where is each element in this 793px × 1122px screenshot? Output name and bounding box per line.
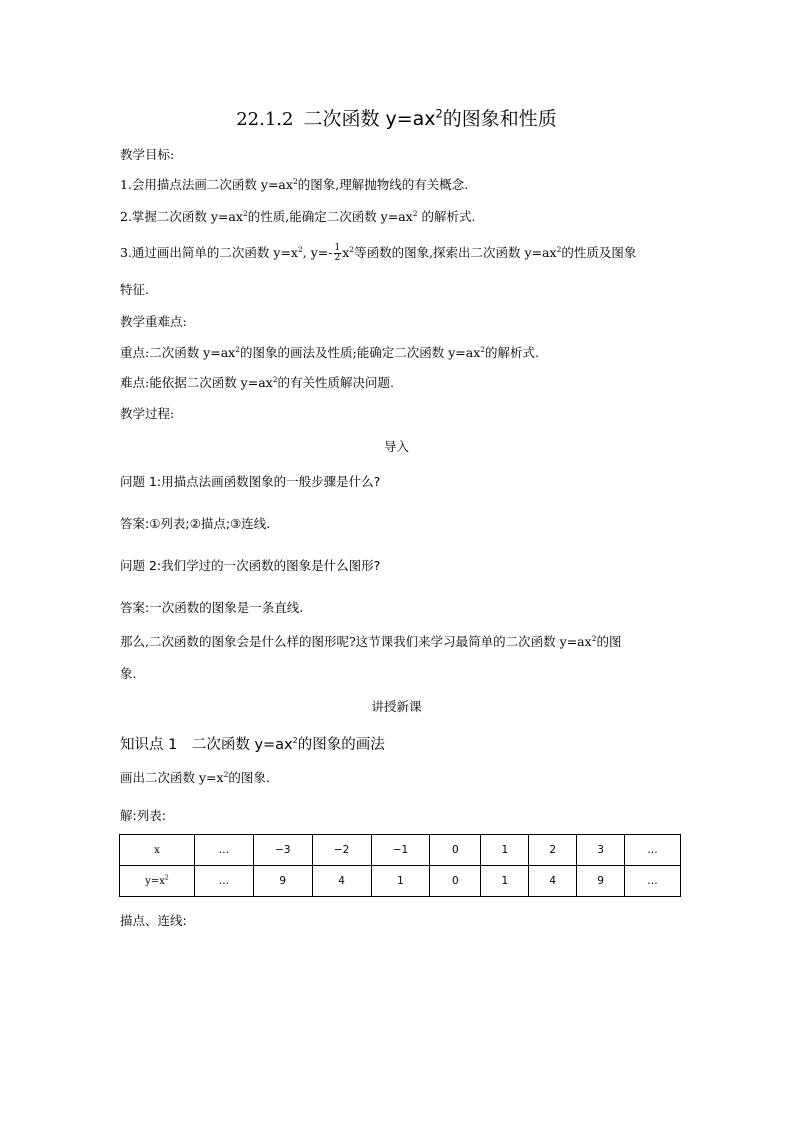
table-cell: 1 xyxy=(481,866,529,897)
goal-3-continued: 特征. xyxy=(120,282,149,297)
draw-task-text-end: 的图象. xyxy=(228,770,270,785)
fraction-one-half xyxy=(334,244,342,263)
table-header-x: x xyxy=(120,835,195,866)
table-header-y-sup: 2 xyxy=(164,874,169,882)
goal-3-text-d: 等函数的图象,探索出二次函数 y=ax xyxy=(354,245,557,260)
knowledge-point-1 xyxy=(120,733,385,754)
transition-continued: 象. xyxy=(120,666,137,681)
draw-task xyxy=(120,770,270,785)
table-header-y xyxy=(120,866,195,897)
transition-text-end: 的图 xyxy=(596,634,622,649)
process-label: 教学过程: xyxy=(120,406,175,421)
table-cell: … xyxy=(625,835,681,866)
table-label: 解:列表: xyxy=(120,808,166,823)
table-row-x xyxy=(120,835,681,866)
title-text-end: 的图象和性质 xyxy=(442,108,557,130)
goal-2-text-mid: 的性质,能确定二次函数 y=ax xyxy=(247,209,413,224)
table-cell: 4 xyxy=(529,866,577,897)
knowledge-point-1-text: 知识点 1 二次函数 y=ax xyxy=(120,737,293,753)
difficult-point-text: 难点:能依据二次函数 y=ax xyxy=(120,375,273,390)
plot-label: 描点、连线: xyxy=(120,913,187,928)
key-point-sup-2: 2 xyxy=(480,344,486,354)
goal-3-sup-2: 2 xyxy=(349,244,355,254)
difficult-point xyxy=(120,375,394,390)
goal-2 xyxy=(120,209,475,224)
knowledge-point-1-text-end: 的图象的画法 xyxy=(297,737,385,753)
table-cell: −2 xyxy=(312,835,371,866)
table-cell: … xyxy=(194,866,253,897)
table-header-y-text: y=x xyxy=(145,875,165,887)
goal-3-text-b: , y=- xyxy=(302,245,333,260)
intro-heading: 导入 xyxy=(383,439,409,454)
goal-2-sup: 2 xyxy=(242,208,248,218)
table-cell: 4 xyxy=(312,866,371,897)
fraction-numerator: 1 xyxy=(334,243,341,253)
table-cell: 9 xyxy=(253,866,312,897)
answer-1: 答案:①列表;②描点;③连线. xyxy=(120,516,271,531)
page-title xyxy=(0,104,793,131)
table-cell: … xyxy=(625,866,681,897)
new-lesson-heading: 讲授新课 xyxy=(371,699,422,714)
section-number: 22.1.2 xyxy=(236,109,294,130)
table-cell: −3 xyxy=(253,835,312,866)
goal-1-sup: 2 xyxy=(292,176,298,186)
transition-sup: 2 xyxy=(591,633,597,643)
goal-3-text: 3.通过画出简单的二次函数 y=x xyxy=(120,245,298,260)
difficult-point-text-end: 的有关性质解决问题. xyxy=(277,375,394,390)
focus-label: 教学重难点: xyxy=(120,314,187,329)
key-point-text-mid: 的图象的画法及性质;能确定二次函数 y=ax xyxy=(240,345,481,360)
key-point xyxy=(120,345,539,360)
goal-3 xyxy=(120,244,636,263)
goal-1-text-end: 的图象,理解抛物线的有关概念. xyxy=(297,177,469,192)
goal-3-text-e: 的性质及图象 xyxy=(561,245,637,260)
table-cell: 3 xyxy=(577,835,625,866)
draw-task-sup: 2 xyxy=(223,769,229,779)
goals-label: 教学目标: xyxy=(120,147,175,162)
table-cell: −1 xyxy=(371,835,430,866)
draw-task-text: 画出二次函数 y=x xyxy=(120,770,224,785)
goal-2-text: 2.掌握二次函数 y=ax xyxy=(120,209,243,224)
table-cell: 1 xyxy=(481,835,529,866)
table-cell: 0 xyxy=(430,835,481,866)
table-cell: … xyxy=(194,835,253,866)
table-cell: 1 xyxy=(371,866,430,897)
fraction-denominator: 2 xyxy=(334,253,341,263)
key-point-sup: 2 xyxy=(235,344,241,354)
value-table xyxy=(119,834,681,897)
title-superscript: 2 xyxy=(435,106,443,121)
key-point-text: 重点:二次函数 y=ax xyxy=(120,345,236,360)
goal-2-text-end: 的解析式. xyxy=(417,209,476,224)
answer-2: 答案:一次函数的图象是一条直线. xyxy=(120,600,304,615)
title-text: 二次函数 y=ax xyxy=(303,108,436,130)
difficult-point-sup: 2 xyxy=(272,374,278,384)
table-cell: 9 xyxy=(577,866,625,897)
table-row-y xyxy=(120,866,681,897)
goal-3-sup: 2 xyxy=(298,244,303,254)
goal-3-text-c: x xyxy=(342,245,350,260)
transition-text xyxy=(120,634,621,649)
knowledge-point-1-sup: 2 xyxy=(292,736,298,746)
key-point-text-end: 的解析式. xyxy=(485,345,540,360)
transition-text-start: 那么,二次函数的图象会是什么样的图形呢?这节课我们来学习最简单的二次函数 y=ax xyxy=(120,634,592,649)
table-cell: 0 xyxy=(430,866,481,897)
table-cell: 2 xyxy=(529,835,577,866)
question-2: 问题 2:我们学过的一次函数的图象是什么图形? xyxy=(120,558,381,573)
goal-1-text: 1.会用描点法画二次函数 y=ax xyxy=(120,177,293,192)
goal-2-sup-2: 2 xyxy=(412,208,418,218)
goal-3-sup-3: 2 xyxy=(556,244,562,254)
goal-1 xyxy=(120,177,468,192)
question-1: 问题 1:用描点法画函数图象的一般步骤是什么? xyxy=(120,474,381,489)
